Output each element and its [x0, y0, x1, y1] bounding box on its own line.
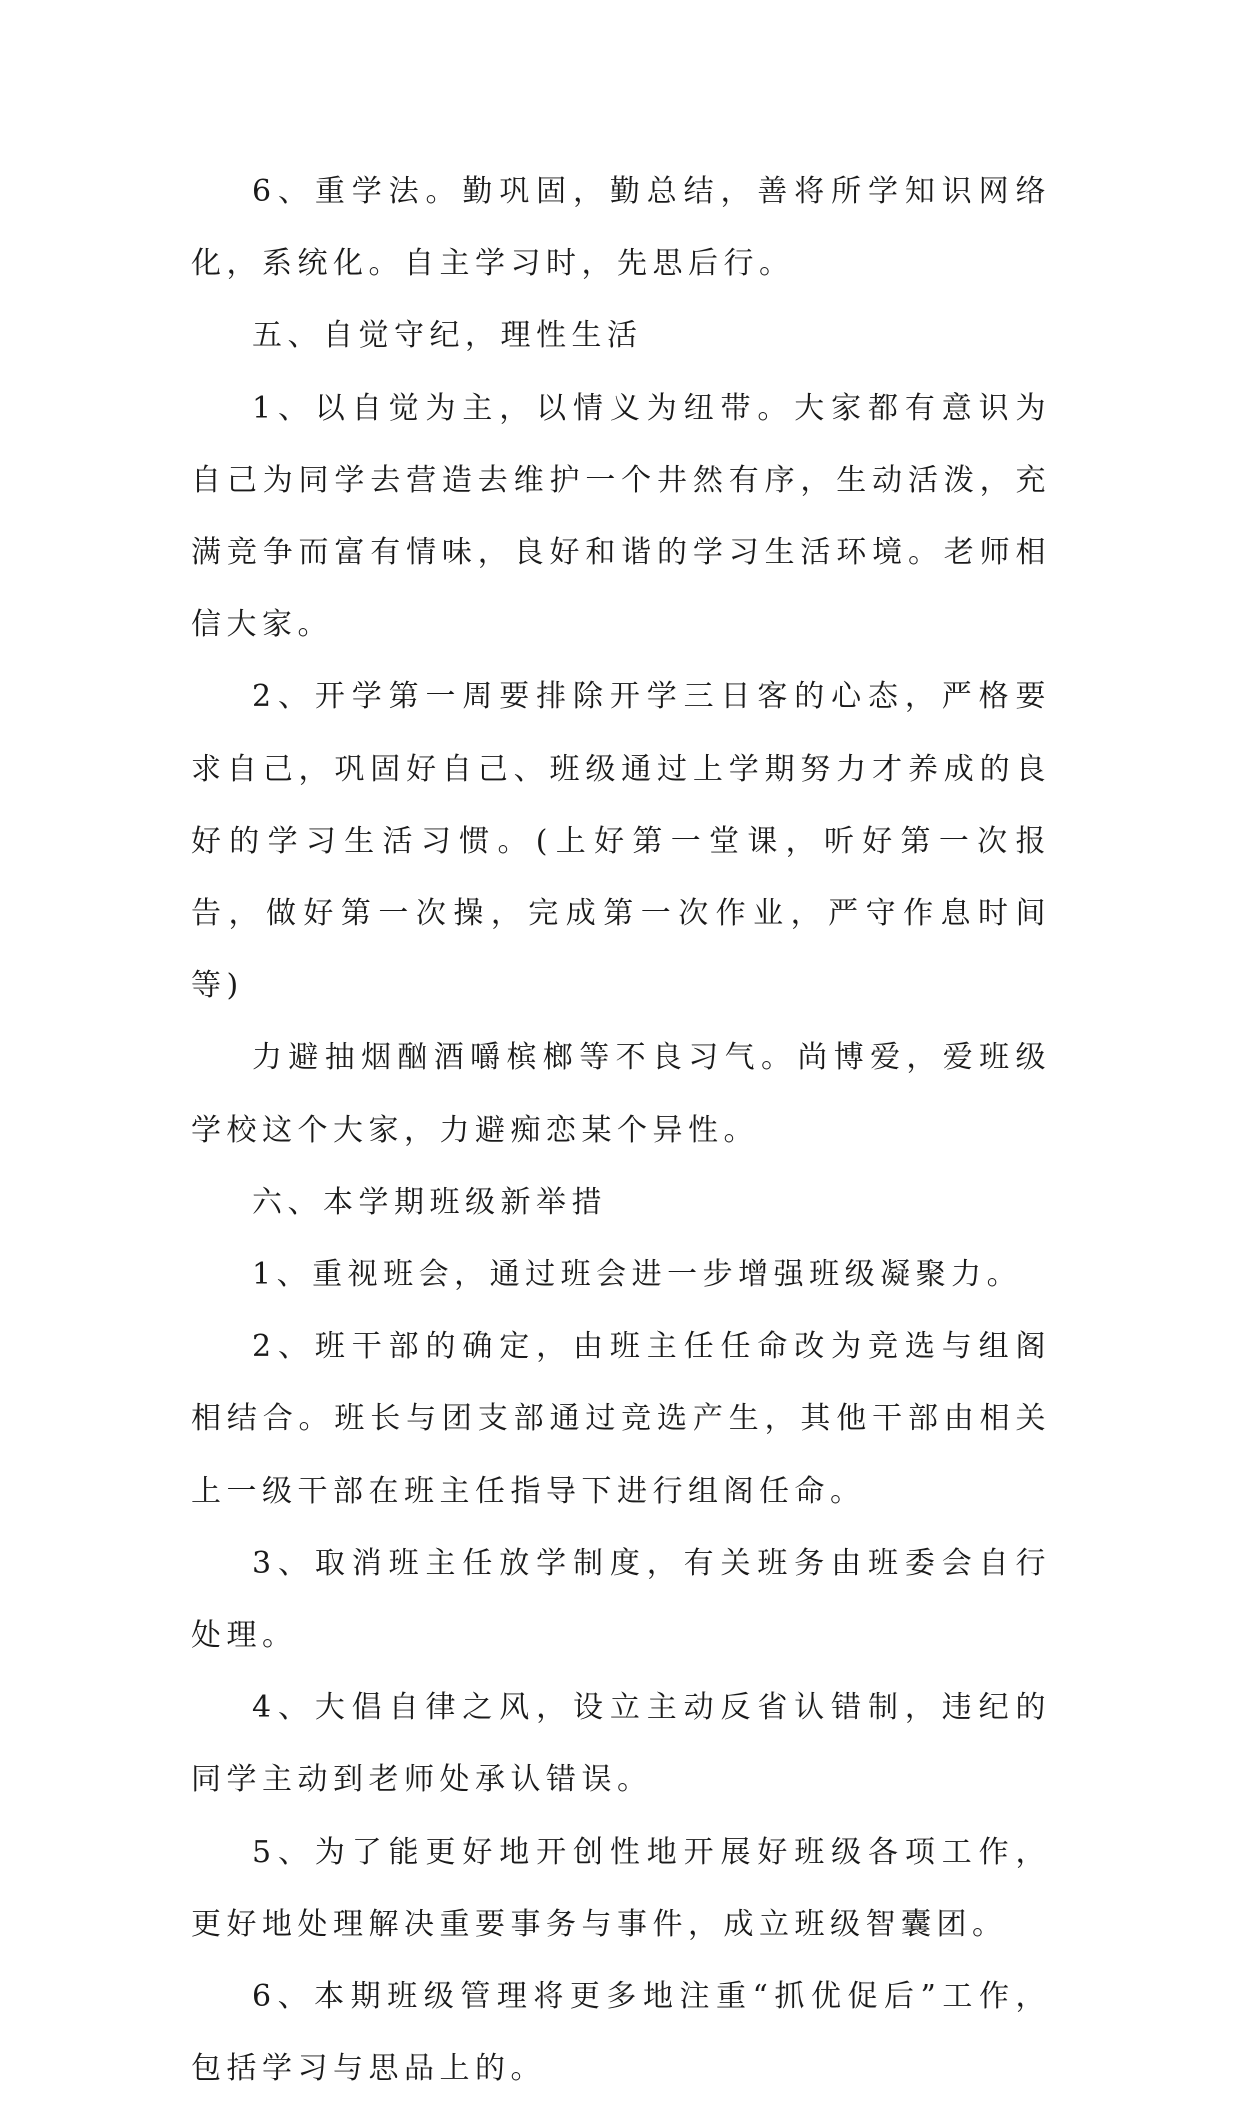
document-body: [191, 156, 1051, 2105]
paragraph-promote-excellence: 6、本期班级管理将更多地注重“抓优促后”工作，包括学习与思品上的。: [191, 1979, 1051, 2087]
paragraph-study-method: 6、重学法。勤巩固，勤总结，善将所学知识网络化，系统化。自主学习时，先思后行。: [191, 174, 1051, 282]
paragraph-think-tank: 5、为了能更好地开创性地开展好班级各项工作，更好地处理解决重要事务与事件，成立班级智囊团。: [191, 1834, 1051, 1942]
paragraph-bad-habits: 力避抽烟酗酒嚼槟榔等不良习气。尚博爱，爱班级学校这个大家，力避痴恋某个异性。: [191, 1040, 1051, 1148]
paragraph-class-cadre: 2、班干部的确定，由班主任任命改为竞选与组阁相结合。班长与团支部通过竞选产生，其他干部由相关上一级干部在班主任指导下进行组阁任命。: [191, 1329, 1051, 1509]
paragraph-dismissal-system: 3、取消班主任放学制度，有关班务由班委会自行处理。: [191, 1545, 1051, 1654]
paragraph-self-discipline: 4、大倡自律之风，设立主动反省认错制，违纪的同学主动到老师处承认错误。: [191, 1690, 1051, 1798]
paragraph-self-awareness: 1、以自觉为主，以情义为纽带。大家都有意识为自己为同学去营造去维护一个井然有序，生动活泼，充满竞争而富有情味，良好和谐的学习生活环境。老师相信大家。: [191, 390, 1051, 643]
paragraph-first-week: 2、开学第一周要排除开学三日客的心态，严格要求自己，巩固好自己、班级通过上学期努力才养成的良好的学习生活习惯。(上好第一堂课，听好第一次报告，做好第一次操，完成第一次作业，严守作息时间等): [191, 679, 1051, 1004]
section-heading-discipline: 五、自觉守纪，理性生活: [252, 318, 643, 354]
paragraph-class-meeting: 1、重视班会，通过班会进一步增强班级凝聚力。: [252, 1257, 1023, 1293]
section-heading-new-measures: 六、本学期班级新举措: [252, 1184, 607, 1220]
